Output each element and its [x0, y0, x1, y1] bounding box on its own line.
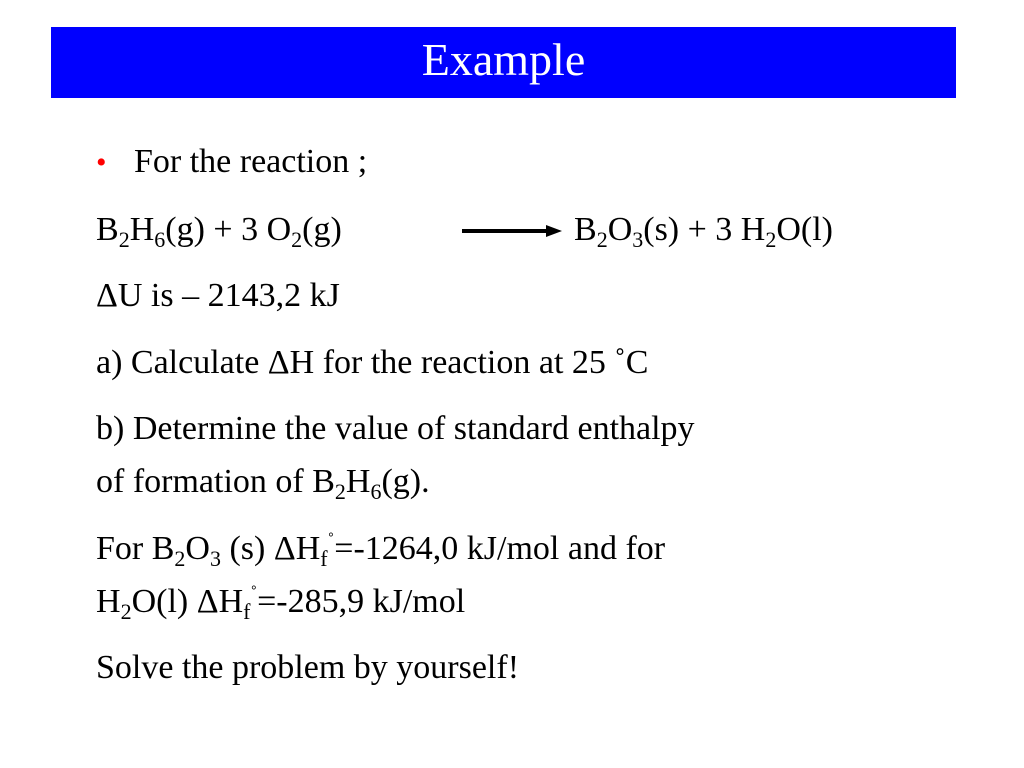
- reaction-lhs: $B_2H_6(g) + 3$ $O_2(g)$: [96, 211, 342, 252]
- given-line-1: For $B_2O_3$ (s) $\Delta H_f^˚=-1264,0$ kJ/mol and for: [96, 530, 666, 571]
- given-line-2: $H_2O(l)$ $\Delta H_f^˚=-285,9$ kJ/mol: [96, 583, 466, 624]
- slide-title: Example: [421, 33, 586, 85]
- reaction-rhs: $B_2O_3(s) + 3$ $H_2O(l)$: [574, 211, 834, 252]
- part-b-line-1: b) Determine the value of standard enthalpy: [96, 410, 695, 447]
- part-a-line: a) Calculate ΔH for the reaction at 25 ˚C: [96, 344, 649, 381]
- part-b-line-2: of formation of $B_2H_6(g)$.: [96, 463, 430, 504]
- reaction-arrow-icon: [462, 224, 562, 238]
- intro-text: For the reaction ;: [134, 143, 368, 180]
- bullet-dot-icon: •: [96, 146, 107, 179]
- title-bar: [51, 27, 956, 98]
- reaction-equation: [96, 210, 956, 250]
- intro-line: [96, 142, 367, 183]
- delta-u-line: ΔU is – 2143,2 kJ: [96, 277, 340, 314]
- closing-line: Solve the problem by yourself!: [96, 649, 520, 686]
